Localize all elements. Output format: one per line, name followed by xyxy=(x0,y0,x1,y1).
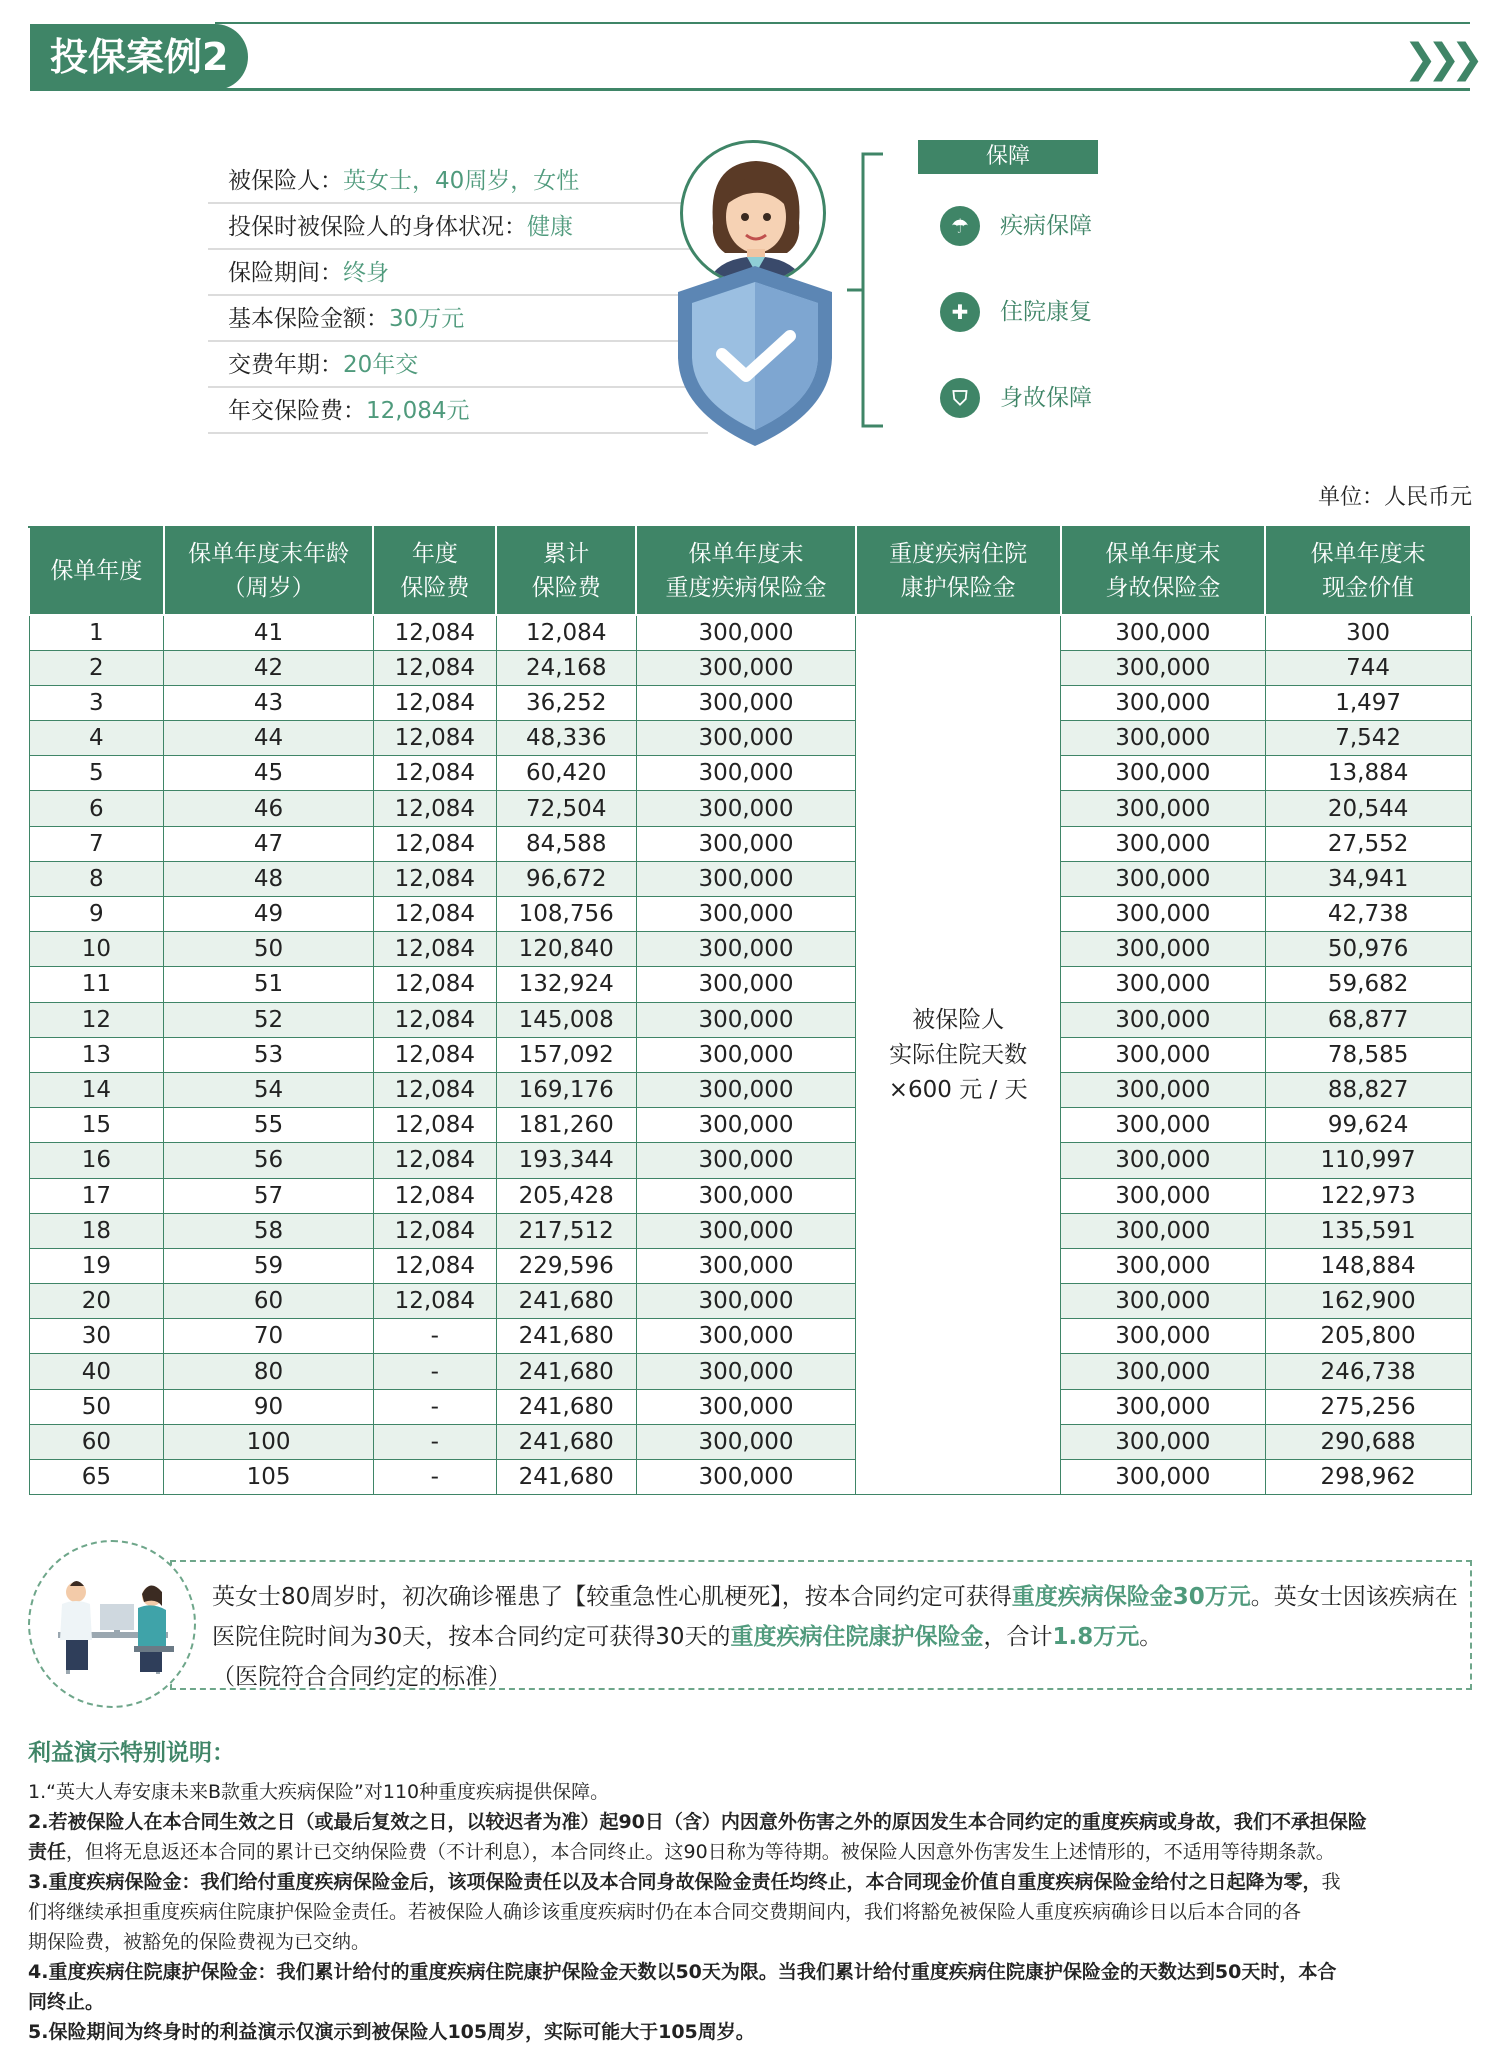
table-cell: 27,552 xyxy=(1265,826,1471,861)
table-row xyxy=(29,791,1471,826)
table-cell: 12,084 xyxy=(373,1072,496,1107)
table-row xyxy=(29,721,1471,756)
column-header-text: 重度疾病住院 xyxy=(889,541,1028,567)
case-text: 。英女士因该疾病在 xyxy=(1250,1584,1458,1610)
table-row xyxy=(29,932,1471,967)
table-row xyxy=(29,1002,1471,1037)
table-cell: 60 xyxy=(164,1284,374,1319)
table-cell: 96,672 xyxy=(496,861,636,896)
table-cell: 6 xyxy=(29,791,164,826)
table-cell: 298,962 xyxy=(1265,1460,1471,1495)
column-header-text: （周岁） xyxy=(222,575,315,601)
info-row xyxy=(208,250,708,296)
table-cell: 60,420 xyxy=(496,756,636,791)
table-cell: 1,497 xyxy=(1265,685,1471,720)
table-row xyxy=(29,1037,1471,1072)
info-label: 交费年期： xyxy=(228,352,343,378)
table-cell: 12,084 xyxy=(373,826,496,861)
table-cell: 300,000 xyxy=(636,1108,856,1143)
coverage-bracket xyxy=(845,152,885,428)
table-cell: 120,840 xyxy=(496,932,636,967)
coverage-label: 住院康复 xyxy=(1000,299,1092,325)
table-cell: 300,000 xyxy=(1061,1072,1266,1107)
table-cell: 51 xyxy=(164,967,374,1002)
case-highlight: 重度疾病住院康护保险金 xyxy=(730,1624,984,1650)
table-cell: 300,000 xyxy=(1061,1143,1266,1178)
hospital-care-benefit-text: 被保险人 xyxy=(912,1006,1005,1033)
table-cell: 105 xyxy=(164,1460,374,1495)
table-cell: 300 xyxy=(1265,615,1471,650)
table-cell: 300,000 xyxy=(636,1389,856,1424)
table-cell: 12,084 xyxy=(373,1284,496,1319)
column-header-text: 康护保险金 xyxy=(900,575,1016,601)
table-cell: 14 xyxy=(29,1072,164,1107)
hospital-care-benefit-text: 实际住院天数 xyxy=(889,1041,1028,1068)
page-title: 投保案例2 xyxy=(30,24,248,90)
table-cell: 300,000 xyxy=(1061,721,1266,756)
table-cell: 300,000 xyxy=(636,861,856,896)
case-text: 英女士80周岁时，初次确诊罹患了【较重急性心肌梗死】，按本合同约定可获得 xyxy=(212,1584,1012,1610)
table-cell: 12,084 xyxy=(373,1002,496,1037)
table-cell: 744 xyxy=(1265,650,1471,685)
table-cell: 300,000 xyxy=(1061,1178,1266,1213)
table-cell: 12,084 xyxy=(373,756,496,791)
table-cell: 300,000 xyxy=(1061,1002,1266,1037)
table-cell: 300,000 xyxy=(1061,1319,1266,1354)
table-cell: 300,000 xyxy=(636,826,856,861)
table-cell: 290,688 xyxy=(1265,1424,1471,1459)
note-5: 5.保险期间为终身时的利益演示仅演示到被保险人105周岁，实际可能大于105周岁。 xyxy=(28,2021,755,2043)
table-cell: 12,084 xyxy=(373,721,496,756)
currency-unit: 单位：人民币元 xyxy=(1317,485,1472,510)
info-row xyxy=(208,342,708,388)
note-text: 责任 xyxy=(28,1841,67,1863)
info-value: 12,084元 xyxy=(366,398,470,424)
coverage-item xyxy=(940,204,1180,248)
table-cell: 300,000 xyxy=(636,1178,856,1213)
table-cell: 48,336 xyxy=(496,721,636,756)
info-label: 投保时被保险人的身体状况： xyxy=(228,214,527,240)
table-cell: 42,738 xyxy=(1265,897,1471,932)
doctor-consultation-icon xyxy=(30,1542,194,1706)
table-cell: 46 xyxy=(164,791,374,826)
table-header-row xyxy=(29,527,1471,615)
table-row xyxy=(29,897,1471,932)
note-2-line-1: 2.若被保险人在本合同生效之日（或最后复效之日，以较迟者为准）起90日（含）内因意外伤害之外的原因发生本合同约定的重度疾病或身故，我们不承担保险 xyxy=(28,1811,1367,1833)
table-cell: 7,542 xyxy=(1265,721,1471,756)
table-row xyxy=(29,967,1471,1002)
table-cell: 60 xyxy=(29,1424,164,1459)
table-cell: 12,084 xyxy=(373,1143,496,1178)
table-cell: 1 xyxy=(29,615,164,650)
column-header-text: 累计 xyxy=(543,541,590,567)
table-cell: 205,428 xyxy=(496,1178,636,1213)
coverage-label: 身故保障 xyxy=(1000,385,1092,411)
table-cell: 300,000 xyxy=(1061,1213,1266,1248)
table-cell: 241,680 xyxy=(496,1424,636,1459)
coverage-item xyxy=(940,376,1180,420)
column-header-text: 现金价值 xyxy=(1322,575,1415,601)
table-cell: 13,884 xyxy=(1265,756,1471,791)
table-cell: 122,973 xyxy=(1265,1178,1471,1213)
table-row xyxy=(29,1460,1471,1495)
case-text: 。 xyxy=(1139,1624,1163,1650)
table-cell: 12,084 xyxy=(373,615,496,650)
info-value: 英女士，40周岁，女性 xyxy=(343,168,580,194)
table-cell: 300,000 xyxy=(1061,1037,1266,1072)
info-label: 年交保险费： xyxy=(228,398,366,424)
column-header-text: 重度疾病保险金 xyxy=(665,575,827,601)
table-row xyxy=(29,826,1471,861)
table-cell: 300,000 xyxy=(636,615,856,650)
table-cell: 48 xyxy=(164,861,374,896)
table-cell: 24,168 xyxy=(496,650,636,685)
table-cell: 205,800 xyxy=(1265,1319,1471,1354)
column-header xyxy=(29,527,164,615)
case-text: 医院住院时间为30天，按本合同约定可获得30天的 xyxy=(212,1624,731,1650)
table-cell: 50,976 xyxy=(1265,932,1471,967)
table-cell: 99,624 xyxy=(1265,1108,1471,1143)
table-cell: 65 xyxy=(29,1460,164,1495)
table-row xyxy=(29,1213,1471,1248)
notes-title: 利益演示特别说明： xyxy=(28,1740,235,1766)
table-cell: 52 xyxy=(164,1002,374,1037)
table-cell: 50 xyxy=(29,1389,164,1424)
note-3-line-3: 期保险费，被豁免的保险费视为已交纳。 xyxy=(28,1931,371,1953)
table-cell: 162,900 xyxy=(1265,1284,1471,1319)
note-3-line-2: 们将继续承担重度疾病住院康护保险金责任。若被保险人确诊该重度疾病时仍在本合同交费期间内，我们将豁免被保险人重度疾病确诊日以后本合同的各 xyxy=(28,1901,1302,1923)
table-row xyxy=(29,615,1471,650)
table-row xyxy=(29,1178,1471,1213)
table-cell: 59 xyxy=(164,1248,374,1283)
table-cell: 300,000 xyxy=(636,791,856,826)
table-cell: 30 xyxy=(29,1319,164,1354)
table-cell: 12,084 xyxy=(496,615,636,650)
table-cell: 300,000 xyxy=(636,650,856,685)
info-value: 健康 xyxy=(527,214,573,240)
table-cell: 300,000 xyxy=(636,1284,856,1319)
medical-kit-icon: ✚ xyxy=(940,292,980,332)
table-cell: 300,000 xyxy=(1061,1354,1266,1389)
table-cell: 13 xyxy=(29,1037,164,1072)
table-row xyxy=(29,1143,1471,1178)
table-cell: 229,596 xyxy=(496,1248,636,1283)
table-cell: 12,084 xyxy=(373,932,496,967)
shield-icon: ⛉ xyxy=(940,378,980,418)
table-cell: - xyxy=(373,1460,496,1495)
table-cell: - xyxy=(373,1319,496,1354)
table-cell: 16 xyxy=(29,1143,164,1178)
info-row xyxy=(208,296,708,342)
table-cell: 300,000 xyxy=(1061,650,1266,685)
table-cell: 12,084 xyxy=(373,791,496,826)
table-cell: 78,585 xyxy=(1265,1037,1471,1072)
table-cell: 18 xyxy=(29,1213,164,1248)
table-cell: 57 xyxy=(164,1178,374,1213)
table-cell: 300,000 xyxy=(636,1354,856,1389)
table-cell: 100 xyxy=(164,1424,374,1459)
table-cell: 40 xyxy=(29,1354,164,1389)
coverage-item xyxy=(940,290,1180,334)
note-2-line-2 xyxy=(28,1838,1476,1867)
table-cell: 41 xyxy=(164,615,374,650)
table-cell: 300,000 xyxy=(1061,1284,1266,1319)
table-cell: 300,000 xyxy=(636,756,856,791)
table-cell: 12,084 xyxy=(373,1108,496,1143)
hospital-care-benefit-cell xyxy=(856,615,1061,1495)
column-header-text: 年度 xyxy=(411,541,458,567)
shield-check-icon xyxy=(670,262,840,448)
info-label: 保险期间： xyxy=(228,260,343,286)
info-label: 被保险人： xyxy=(228,168,343,194)
table-cell: 36,252 xyxy=(496,685,636,720)
table-cell: 11 xyxy=(29,967,164,1002)
table-row xyxy=(29,650,1471,685)
table-cell: 53 xyxy=(164,1037,374,1072)
table-row xyxy=(29,1389,1471,1424)
table-cell: 110,997 xyxy=(1265,1143,1471,1178)
column-header xyxy=(856,527,1061,615)
chevron-right-icon: ❯❯❯ xyxy=(1403,36,1474,82)
table-cell: 43 xyxy=(164,685,374,720)
note-1: 1.“英大人寿安康未来B款重大疾病保险”对110种重度疾病提供保障。 xyxy=(28,1781,610,1803)
table-cell: 34,941 xyxy=(1265,861,1471,896)
column-header xyxy=(636,527,856,615)
table-cell: 193,344 xyxy=(496,1143,636,1178)
table-cell: 300,000 xyxy=(636,1424,856,1459)
table-cell: 17 xyxy=(29,1178,164,1213)
column-header xyxy=(1265,527,1471,615)
table-cell: 300,000 xyxy=(636,1143,856,1178)
note-4-line-1: 4.重度疾病住院康护保险金：我们累计给付的重度疾病住院康护保险金天数以50天为限。当我们累计给付重度疾病住院康护保险金的天数达到50天时，本合 xyxy=(28,1961,1337,1983)
table-cell: 12,084 xyxy=(373,897,496,932)
table-cell: 47 xyxy=(164,826,374,861)
note-text: ，但将无息返还本合同的累计已交纳保险费（不计利息），本合同终止。这90日称为等待期。被保险人因意外伤害发生上述情形的，不适用等待期条款。 xyxy=(66,1841,1335,1863)
note-text: 3.重度疾病保险金：我们给付重度疾病保险金后，该项保险责任以及本合同身故保险金责任均终止，本合同现金价值自重度疾病保险金给付之日起降为零， xyxy=(28,1871,1322,1893)
note-3-line-1 xyxy=(28,1868,1476,1897)
column-header-text: 保险费 xyxy=(531,575,601,601)
table-cell: 300,000 xyxy=(1061,685,1266,720)
benefit-table xyxy=(28,526,1472,1495)
table-cell: 300,000 xyxy=(1061,826,1266,861)
table-cell: 20,544 xyxy=(1265,791,1471,826)
table-row xyxy=(29,1108,1471,1143)
table-cell: 42 xyxy=(164,650,374,685)
table-cell: 246,738 xyxy=(1265,1354,1471,1389)
table-cell: 300,000 xyxy=(1061,1389,1266,1424)
table-cell: 58 xyxy=(164,1213,374,1248)
info-value: 终身 xyxy=(343,260,389,286)
table-cell: 68,877 xyxy=(1265,1002,1471,1037)
table-row xyxy=(29,861,1471,896)
table-cell: 241,680 xyxy=(496,1354,636,1389)
case-line-2 xyxy=(212,1618,1162,1651)
table-cell: 4 xyxy=(29,721,164,756)
note-text: 我 xyxy=(1321,1871,1341,1893)
table-cell: 12,084 xyxy=(373,861,496,896)
case-highlight: 重度疾病保险金30万元 xyxy=(1011,1584,1251,1610)
column-header-text: 保单年度末 xyxy=(688,541,804,567)
table-cell: 300,000 xyxy=(1061,932,1266,967)
hospital-care-benefit-text: ×600 元 / 天 xyxy=(888,1076,1028,1103)
table-cell: 300,000 xyxy=(1061,615,1266,650)
table-cell: 300,000 xyxy=(1061,861,1266,896)
case-illustration xyxy=(28,1540,196,1708)
table-cell: 300,000 xyxy=(636,685,856,720)
table-cell: 300,000 xyxy=(636,1213,856,1248)
table-row xyxy=(29,1424,1471,1459)
table-cell: 241,680 xyxy=(496,1460,636,1495)
table-cell: 300,000 xyxy=(1061,791,1266,826)
table-cell: - xyxy=(373,1389,496,1424)
table-cell: 300,000 xyxy=(1061,1108,1266,1143)
table-cell: 3 xyxy=(29,685,164,720)
table-cell: 300,000 xyxy=(1061,1460,1266,1495)
table-cell: 108,756 xyxy=(496,897,636,932)
table-cell: 84,588 xyxy=(496,826,636,861)
table-cell: 12,084 xyxy=(373,650,496,685)
table-cell: 45 xyxy=(164,756,374,791)
table-row xyxy=(29,685,1471,720)
info-row xyxy=(208,204,708,250)
table-cell: - xyxy=(373,1424,496,1459)
table-cell: 15 xyxy=(29,1108,164,1143)
table-row xyxy=(29,1284,1471,1319)
table-row xyxy=(29,756,1471,791)
table-cell: 59,682 xyxy=(1265,967,1471,1002)
column-header-text: 保单年度末年龄 xyxy=(188,541,350,567)
table-cell: 300,000 xyxy=(1061,967,1266,1002)
header-top-rule xyxy=(215,22,1470,24)
info-row xyxy=(208,388,708,434)
table-cell: 9 xyxy=(29,897,164,932)
table-cell: 90 xyxy=(164,1389,374,1424)
table-cell: 300,000 xyxy=(636,721,856,756)
table-cell: 12,084 xyxy=(373,1178,496,1213)
case-line-3: （医院符合合同约定的标准） xyxy=(212,1664,511,1690)
table-cell: 88,827 xyxy=(1265,1072,1471,1107)
table-cell: 12,084 xyxy=(373,967,496,1002)
column-header-text: 保单年度末 xyxy=(1310,541,1426,567)
table-cell: 10 xyxy=(29,932,164,967)
table-row xyxy=(29,1319,1471,1354)
table-cell: 7 xyxy=(29,826,164,861)
table-cell: 300,000 xyxy=(636,967,856,1002)
header-bottom-rule xyxy=(30,88,1470,91)
table-cell: 300,000 xyxy=(1061,897,1266,932)
table-cell: 12,084 xyxy=(373,1037,496,1072)
table-cell: 44 xyxy=(164,721,374,756)
table-cell: 145,008 xyxy=(496,1002,636,1037)
table-cell: 300,000 xyxy=(636,1072,856,1107)
table-cell: 275,256 xyxy=(1265,1389,1471,1424)
column-header xyxy=(373,527,496,615)
table-cell: 56 xyxy=(164,1143,374,1178)
table-row xyxy=(29,1248,1471,1283)
table-cell: 12 xyxy=(29,1002,164,1037)
table-cell: 55 xyxy=(164,1108,374,1143)
case-highlight: 1.8万元 xyxy=(1052,1624,1140,1650)
table-cell: 8 xyxy=(29,861,164,896)
case-text: ，合计 xyxy=(983,1624,1053,1650)
note-4-line-2: 同终止。 xyxy=(28,1991,105,2013)
info-value: 30万元 xyxy=(389,306,465,332)
table-cell: 80 xyxy=(164,1354,374,1389)
table-cell: - xyxy=(373,1354,496,1389)
coverage-label: 疾病保障 xyxy=(1000,213,1092,239)
table-cell: 300,000 xyxy=(1061,1424,1266,1459)
umbrella-icon: ☂ xyxy=(940,206,980,246)
column-header xyxy=(164,527,374,615)
table-cell: 132,924 xyxy=(496,967,636,1002)
table-cell: 241,680 xyxy=(496,1389,636,1424)
column-header-text: 身故保险金 xyxy=(1105,575,1221,601)
table-row xyxy=(29,1072,1471,1107)
table-cell: 300,000 xyxy=(636,1002,856,1037)
table-cell: 300,000 xyxy=(636,1460,856,1495)
table-cell: 181,260 xyxy=(496,1108,636,1143)
table-cell: 50 xyxy=(164,932,374,967)
table-cell: 12,084 xyxy=(373,1213,496,1248)
table-cell: 72,504 xyxy=(496,791,636,826)
table-row xyxy=(29,1354,1471,1389)
table-cell: 300,000 xyxy=(636,1319,856,1354)
case-line-1 xyxy=(212,1578,1458,1611)
table-cell: 54 xyxy=(164,1072,374,1107)
table-cell: 300,000 xyxy=(1061,1248,1266,1283)
table-cell: 19 xyxy=(29,1248,164,1283)
table-cell: 241,680 xyxy=(496,1284,636,1319)
info-label: 基本保险金额： xyxy=(228,306,389,332)
table-cell: 217,512 xyxy=(496,1213,636,1248)
table-cell: 135,591 xyxy=(1265,1213,1471,1248)
table-cell: 49 xyxy=(164,897,374,932)
table-cell: 300,000 xyxy=(636,932,856,967)
table-cell: 300,000 xyxy=(636,1248,856,1283)
table-cell: 2 xyxy=(29,650,164,685)
table-cell: 20 xyxy=(29,1284,164,1319)
table-cell: 300,000 xyxy=(636,897,856,932)
column-header-text: 保单年度末 xyxy=(1105,541,1221,567)
coverage-header: 保障 xyxy=(918,140,1098,174)
table-cell: 5 xyxy=(29,756,164,791)
column-header-text: 保单年度 xyxy=(50,558,143,584)
column-header xyxy=(496,527,636,615)
table-cell: 12,084 xyxy=(373,1248,496,1283)
column-header-text: 保险费 xyxy=(400,575,470,601)
table-cell: 300,000 xyxy=(1061,756,1266,791)
table-cell: 300,000 xyxy=(636,1037,856,1072)
info-row xyxy=(208,158,708,204)
table-cell: 241,680 xyxy=(496,1319,636,1354)
table-cell: 157,092 xyxy=(496,1037,636,1072)
table-cell: 12,084 xyxy=(373,685,496,720)
table-cell: 148,884 xyxy=(1265,1248,1471,1283)
column-header xyxy=(1061,527,1266,615)
table-cell: 169,176 xyxy=(496,1072,636,1107)
info-value: 20年交 xyxy=(343,352,419,378)
table-cell: 70 xyxy=(164,1319,374,1354)
